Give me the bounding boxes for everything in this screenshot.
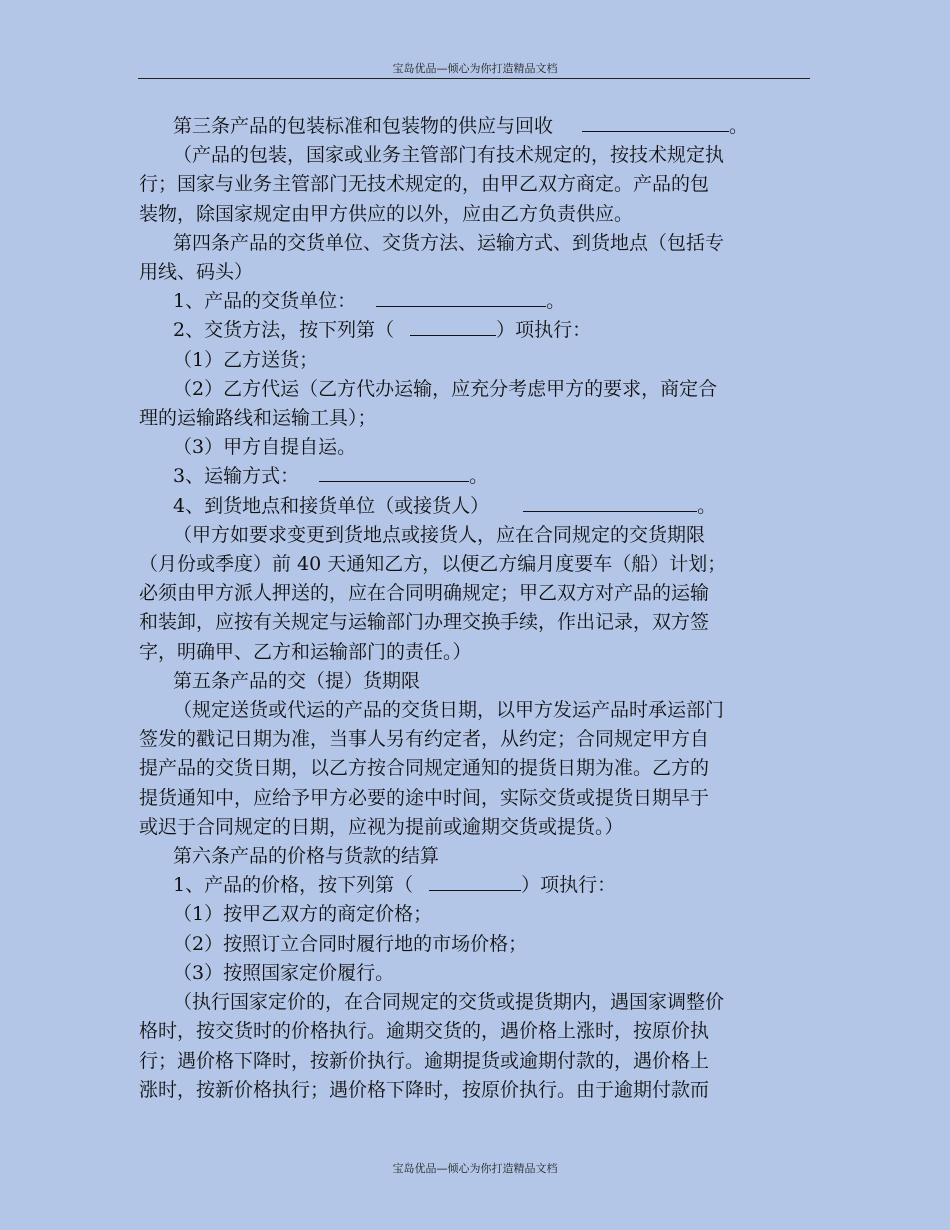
blank-field (319, 464, 469, 482)
paragraph-line: （甲方如要求变更到货地点或接货人，应在合同规定的交货期限 (173, 523, 706, 546)
list-item: （3）甲方自提自运。 (173, 436, 357, 459)
paragraph-line: （月份或季度）前 40 天通知乙方，以便乙方编月度要车（船）计划； (139, 553, 727, 576)
clause-5-title: 第五条产品的交（提）货期限 (173, 669, 421, 692)
blank-field (582, 114, 729, 132)
item-label: 1、产品的价格，按下列第（ (173, 874, 414, 897)
blank-field (410, 318, 496, 336)
list-item (139, 492, 799, 521)
item-label: 2、交货方法，按下列第（ (173, 319, 395, 342)
paragraph-line: 涨时，按新价格执行；遇价格下降时，按原价执行。由于逾期付款而 (139, 1078, 710, 1101)
list-item: （1）按甲乙双方的商定价格； (173, 903, 433, 926)
list-item (139, 462, 799, 491)
paragraph-line: 理的运输路线和运输工具）； (139, 407, 377, 430)
item-label-end: ）项执行： (521, 874, 617, 897)
blank-field (429, 873, 521, 891)
paragraph-line: 提产品的交货日期，以乙方按合同规定通知的提货日期为准。乙方的 (139, 757, 710, 780)
paragraph-line: 行；遇价格下降时，按新价执行。逾期提货或逾期付款的，遇价格上 (139, 1049, 710, 1072)
paragraph-line: （执行国家定价的，在合同规定的交货或提货期内，遇国家调整价 (173, 991, 725, 1014)
clause-3-line (139, 112, 799, 141)
item-label: 1、产品的交货单位： (173, 290, 357, 313)
paragraph-line: 用线、码头） (139, 261, 254, 284)
clause-3-title: 第三条产品的包装标准和包装物的供应与回收 (173, 115, 554, 137)
blank-field (523, 494, 697, 512)
paragraph-line: （规定送货或代运的产品的交货日期，以甲方发运产品时承运部门 (173, 699, 725, 722)
list-item: （3）按照国家定价履行。 (173, 961, 395, 984)
paragraph-line: 必须由甲方派人押送的，应在合同明确规定；甲乙双方对产品的运输 (139, 582, 710, 605)
blank-field (376, 289, 546, 307)
document-body (139, 112, 799, 1105)
list-item: （1）乙方送货； (173, 348, 319, 371)
paragraph-line: 签发的戳记日期为准，当事人另有约定者，从约定；合同规定甲方自 (139, 728, 710, 751)
page-header: 宝岛优品—倾心为你打造精品文档 (392, 62, 558, 75)
paragraph-line: 提货通知中，应给予甲方必要的途中时间，实际交货或提货日期早于 (139, 786, 710, 809)
clause-6-title: 第六条产品的价格与货款的结算 (173, 845, 440, 868)
period: 。 (546, 290, 566, 313)
item-label: 3、运输方式： (173, 465, 300, 488)
paragraph-line: 或迟于合同规定的日期，应视为提前或逾期交货或提货。） (139, 815, 624, 838)
period: 。 (469, 465, 489, 488)
paragraph-line: 字，明确甲、乙方和运输部门的责任。） (139, 640, 472, 663)
paragraph-line: 和装卸，应按有关规定与运输部门办理交换手续，作出记录，双方签 (139, 611, 710, 634)
paragraph-line: 格时，按交货时的价格执行。逾期交货的，遇价格上涨时，按原价执 (139, 1020, 710, 1043)
item-label-end: ）项执行： (496, 319, 592, 342)
list-item: （2）乙方代运（乙方代办运输，应充分考虑甲方的要求，商定合 (173, 377, 718, 400)
item-label: 4、到货地点和接货单位（或接货人） (173, 494, 490, 517)
list-item (139, 871, 799, 900)
list-item (139, 287, 799, 316)
list-item (139, 316, 799, 345)
paragraph-line: （产品的包装，国家或业务主管部门有技术规定的，按技术规定执 (173, 144, 725, 167)
period: 。 (729, 115, 749, 137)
paragraph-line: 行；国家与业务主管部门无技术规定的，由甲乙双方商定。产品的包 (139, 173, 710, 196)
page-footer: 宝岛优品—倾心为你打造精品文档 (392, 1162, 558, 1175)
paragraph-line: 装物，除国家规定由甲方供应的以外，应由乙方负责供应。 (139, 202, 634, 225)
header-divider (138, 78, 810, 79)
list-item: （2）按照订立合同时履行地的市场价格； (173, 932, 528, 955)
period: 。 (697, 494, 717, 517)
clause-4-title: 第四条产品的交货单位、交货方法、运输方式、到货地点（包括专 (173, 231, 725, 254)
